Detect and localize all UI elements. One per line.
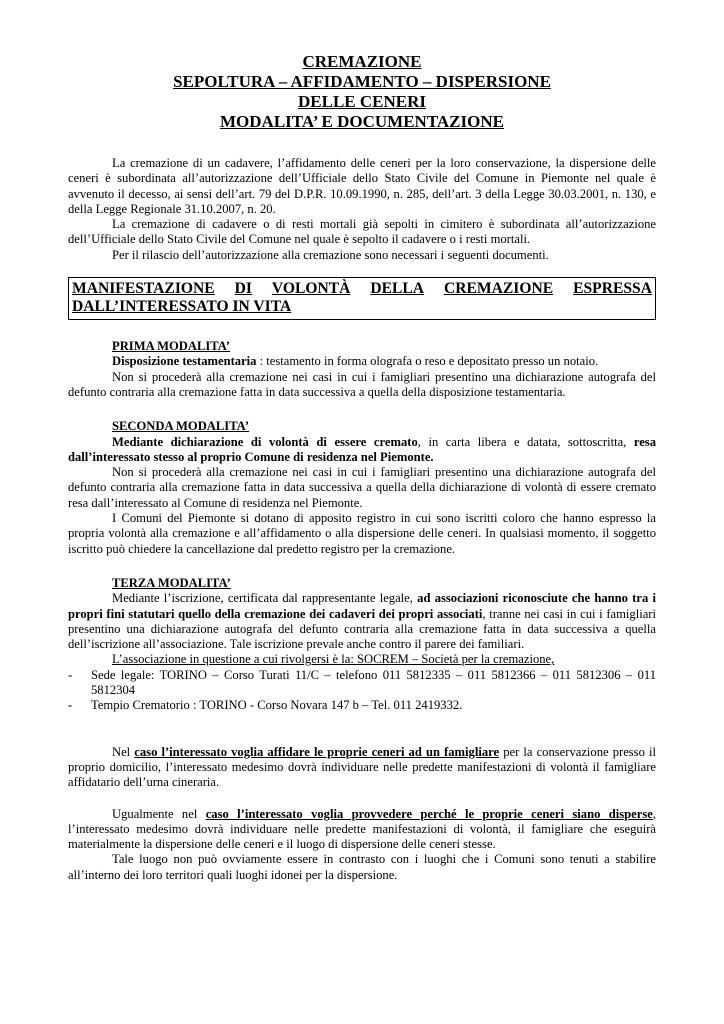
intro-section <box>68 156 656 263</box>
terza-text-2: , tranne nei casi in cui i famigliari presentino una dichiarazione autografa del defunto contraria alla cremazione fatta in data successiva a quella dell’iscrizione all’associazione. Tale iscrizione prevale anche contro il parere dei familiari. <box>68 606 656 652</box>
heading-word: MANIFESTAZIONE <box>72 280 215 298</box>
terza-association-text: L’associazione in questione a cui rivolgersi è la: SOCREM – Società per la cremazione, <box>112 652 555 667</box>
affido-section <box>68 745 656 791</box>
seconda-text-1: , in carta libera e datata, sottoscritta, <box>417 434 634 449</box>
prima-modalita-section <box>68 339 656 400</box>
dispersione-section <box>68 807 656 883</box>
title-line-4: MODALITA’ E DOCUMENTAZIONE <box>220 112 504 131</box>
prima-paragraph-2: Non si procederà alla cremazione nei casi in cui i famigliari presentino una dichiarazione autografa del defunto contraria alla cremazione fatta in data successiva a quella della disposizione testamentaria. <box>68 369 656 399</box>
heading-word: CREMAZIONE <box>444 280 554 298</box>
seconda-paragraph-3: I Comuni del Piemonte si dotano di apposito registro in cui sono iscritti coloro che hanno espresso la propria volontà alla cremazione e all’affidamento o alla dispersione delle ceneri. In qualsiasi momento, il soggetto iscritto può chiedere la cancellazione dal predetto registro per la cremazione. <box>68 511 656 556</box>
terza-paragraph-1 <box>68 591 656 652</box>
heading-word: DELLA <box>370 280 425 298</box>
terza-modalita-section <box>68 576 656 714</box>
seconda-modalita-section <box>68 419 656 557</box>
seconda-bold-2: resa dall’interessato stesso al proprio Comune di residenza nel Piemonte. <box>68 434 657 464</box>
contact-list <box>68 668 656 714</box>
seconda-paragraph-1 <box>68 435 656 466</box>
document-title <box>68 52 656 132</box>
intro-paragraph-1: La cremazione di un cadavere, l’affidamento delle ceneri per la loro conservazione, la dispersione delle ceneri è subordinata all’autorizzazione dell’Ufficiale dello Stato Civile del Comune in Piemonte nel quale è avvenuto il decesso, ai sensi dell’art. 79 del D.P.R. 10.09.1990, n. 285, dell’art. 3 della Legge 30.03.2001, n. 130, e della Legge Regionale 31.10.2007, n. 20. <box>68 156 656 216</box>
prima-paragraph-1 <box>68 354 656 369</box>
heading-word: ESPRESSA <box>573 280 652 298</box>
affido-text-2: per la conservazione presso il proprio domicilio, l’interessato medesimo dovrà individuare nelle predette manifestazioni di volontà il famigliare affidatario dell’urna cineraria. <box>68 744 656 790</box>
heading-line-2: DALL’INTERESSATO IN VITA <box>72 298 292 316</box>
terza-text-1: Mediante l’iscrizione, certificata dal rappresentante legale, <box>112 591 418 606</box>
dispersione-paragraph-2: Tale luogo non può ovviamente essere in contrasto con i luoghi che i Comuni sono tenuti a stabilire all’interno dei loro territori quali luoghi idonei per la dispersione. <box>68 852 656 882</box>
heading-word: DI <box>234 280 252 298</box>
title-line-2: SEPOLTURA – AFFIDAMENTO – DISPERSIONE <box>173 72 551 91</box>
affido-text-1: Nel <box>112 744 135 759</box>
intro-paragraph-2: La cremazione di cadavere o di resti mortali già sepolti in cimitero è subordinata all’autorizzazione dell’Ufficiale dello Stato Civile del Comune nel quale è sepolto il cadavere o i resti mortali. <box>68 217 656 247</box>
section-heading-box <box>68 277 656 320</box>
list-item: - Sede legale: TORINO – Corso Turati 11/C – telefono 011 5812335 – 011 5812366 – 011 5812306 – 011 5812304 <box>68 668 656 699</box>
terza-bold-1: ad associazioni riconosciute che hanno tra i propri fini statutari quello della cremazione dei cadaveri dei propri associati <box>68 591 656 621</box>
dispersione-bold: caso l’interessato voglia provvedere perché le proprie ceneri siano disperse <box>205 806 653 821</box>
seconda-paragraph-2: Non si procederà alla cremazione nei casi in cui i famigliari presentino una dichiarazione autografa del defunto contraria alla cremazione fatta in data successiva a quella della dichiarazione di volontà di essere cremato resa dall’interessato al Comune di residenza nel Piemonte. <box>68 465 656 510</box>
terza-modalita-title: TERZA MODALITA’ <box>112 575 231 590</box>
dispersione-paragraph-1 <box>68 807 656 853</box>
dispersione-text-1: Ugualmente nel <box>112 806 206 821</box>
prima-label: Disposizione testamentaria <box>112 354 257 369</box>
dispersione-text-2: , l’interessato medesimo dovrà individuare nelle predette manifestazioni di volontà, il famigliare che eseguirà materialmente la dispersione delle ceneri e il luogo di dispersione delle ceneri stesse. <box>68 806 656 852</box>
heading-line-1 <box>72 280 652 298</box>
seconda-bold-1: Mediante dichiarazione di volontà di essere cremato <box>112 434 418 449</box>
affido-bold: caso l’interessato voglia affidare le proprie ceneri ad un famigliare <box>134 744 500 759</box>
terza-association <box>68 652 656 667</box>
list-item: - Tempio Crematorio : TORINO - Corso Novara 147 b – Tel. 011 2419332. <box>68 698 656 713</box>
title-line-1: CREMAZIONE <box>302 52 422 71</box>
heading-word: VOLONTÀ <box>271 280 351 298</box>
document-page <box>68 52 656 883</box>
prima-modalita-title: PRIMA MODALITA’ <box>112 339 231 354</box>
seconda-modalita-title: SECONDA MODALITA’ <box>112 419 250 434</box>
prima-text: : testamento in forma olografa o reso e depositato presso un notaio. <box>256 354 599 369</box>
affido-paragraph <box>68 745 656 791</box>
intro-paragraph-3: Per il rilascio dell’autorizzazione alla cremazione sono necessari i seguenti documenti. <box>112 247 549 262</box>
title-line-3: DELLE CENERI <box>297 92 426 111</box>
